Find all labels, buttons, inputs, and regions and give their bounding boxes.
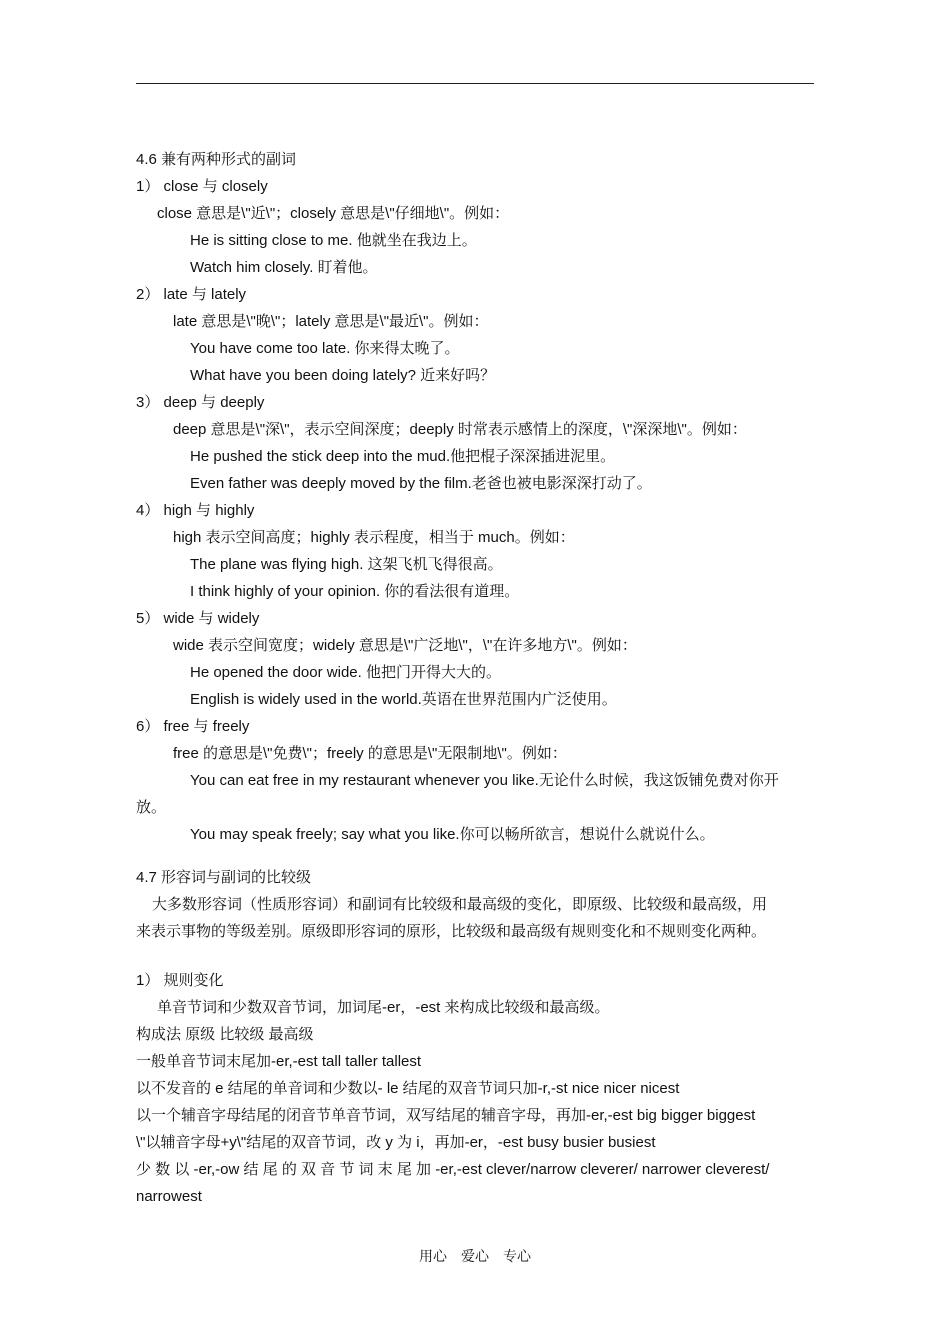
example-sentence: You may speak freely; say what you like.你可以畅所欲言，想说什么就说什么。 (190, 826, 715, 843)
item-explanation: deep 意思是\"深\"，表示空间深度；deeply 时常表示感情上的深度，\"深深地\"。例如： (173, 421, 747, 438)
rule-line: 以不发音的 e 结尾的单音词和少数以- le 结尾的双音节词只加-r,-st nice nicer nicest (136, 1080, 680, 1097)
example-sentence: What have you been doing lately? 近来好吗？ (190, 367, 496, 384)
item-explanation: free 的意思是\"免费\"；freely 的意思是\"无限制地\"。例如： (173, 745, 567, 762)
example-sentence: Watch him closely. 盯着他。 (190, 259, 378, 276)
paragraph-line: 大多数形容词（性质形容词）和副词有比较级和最高级的变化，即原级、比较级和最高级，用 (152, 896, 768, 913)
table-header: 构成法 原级 比较级 最高级 (136, 1026, 314, 1043)
example-sentence: He opened the door wide. 他把门开得大大的。 (190, 664, 501, 681)
header-rule (136, 83, 814, 84)
rule-line-continuation: narrowest (136, 1188, 202, 1205)
example-sentence: The plane was flying high. 这架飞机飞得很高。 (190, 556, 503, 573)
item-heading: 5） wide 与 widely (136, 610, 260, 627)
example-sentence: You have come too late. 你来得太晚了。 (190, 340, 460, 357)
item-heading: 3） deep 与 deeply (136, 394, 265, 411)
example-sentence: He pushed the stick deep into the mud.他把棍子深深插进泥里。 (190, 448, 616, 465)
rule-line: 以一个辅音字母结尾的闭音节单音节词，双写结尾的辅音字母，再加-er,-est big bigger biggest (136, 1107, 756, 1124)
item-heading: 4） high 与 highly (136, 502, 255, 519)
section-title: 4.7 形容词与副词的比较级 (136, 869, 312, 886)
item-heading: 2） late 与 lately (136, 286, 247, 303)
example-sentence: He is sitting close to me. 他就坐在我边上。 (190, 232, 477, 249)
subsection-heading: 1） 规则变化 (136, 972, 224, 989)
example-sentence: You can eat free in my restaurant whenever you like.无论什么时候，我这饭铺免费对你开 (190, 772, 779, 789)
example-sentence: English is widely used in the world.英语在世界范围内广泛使用。 (190, 691, 617, 708)
item-explanation: close 意思是\"近\"；closely 意思是\"仔细地\"。例如： (157, 205, 510, 222)
document-body (136, 146, 814, 1210)
example-sentence: I think highly of your opinion. 你的看法很有道理。 (190, 583, 520, 600)
item-explanation: late 意思是\"晚\"；lately 意思是\"最近\"。例如： (173, 313, 489, 330)
section-title: 4.6 兼有两种形式的副词 (136, 151, 297, 168)
example-sentence-continuation: 放。 (136, 799, 167, 816)
rule-line: \"以辅音字母+y\"结尾的双音节词，改 y 为 i，再加-er，-est busy busier busiest (136, 1134, 656, 1151)
rule-line: 少 数 以 -er,-ow 结 尾 的 双 音 节 词 末 尾 加 -er,-est clever/narrow cleverer/ narrower cleverest/ (136, 1161, 770, 1178)
item-heading: 6） free 与 freely (136, 718, 250, 735)
example-sentence: Even father was deeply moved by the film.老爸也被电影深深打动了。 (190, 475, 652, 492)
rule-line: 一般单音节词末尾加-er,-est tall taller tallest (136, 1053, 422, 1070)
item-explanation: high 表示空间高度；highly 表示程度，相当于 much。例如： (173, 529, 575, 546)
subsection-intro: 单音节词和少数双音节词，加词尾-er，-est 来构成比较级和最高级。 (157, 999, 610, 1016)
item-heading: 1） close 与 closely (136, 178, 268, 195)
page-footer: 用心 爱心 专心 (419, 1248, 531, 1264)
paragraph-line: 来表示事物的等级差别。原级即形容词的原形，比较级和最高级有规则变化和不规则变化两种。 (136, 923, 767, 940)
item-explanation: wide 表示空间宽度；widely 意思是\"广泛地\"，\"在许多地方\"。例如： (173, 637, 637, 654)
